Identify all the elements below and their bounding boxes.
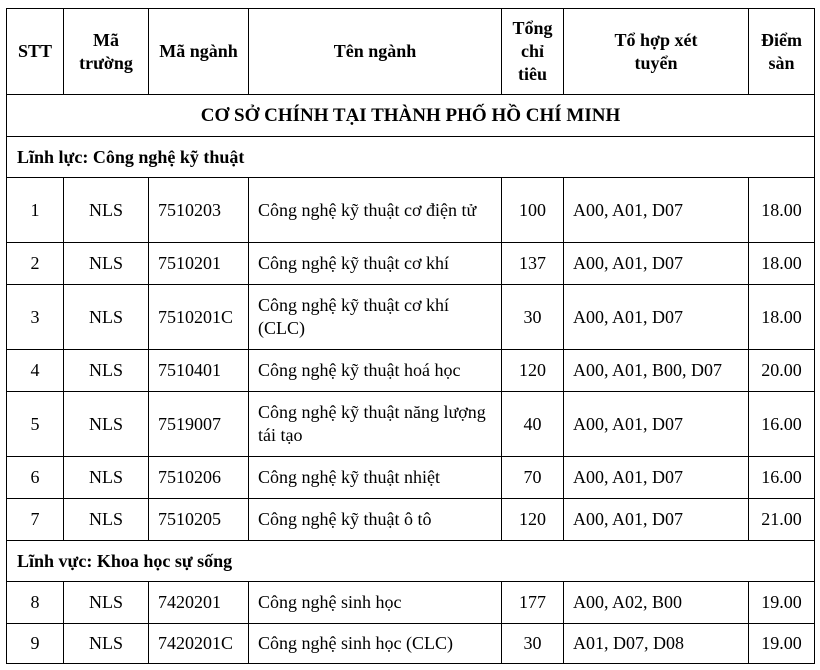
cell-ten-nganh: Công nghệ kỹ thuật cơ điện tử [249, 178, 502, 243]
cell-diem-san: 19.00 [749, 624, 815, 664]
cell-ten-nganh: Công nghệ kỹ thuật cơ khí (CLC) [249, 285, 502, 350]
table-row [7, 457, 815, 499]
cell-ten-nganh: Công nghệ sinh học (CLC) [249, 624, 502, 664]
cell-to-hop: A00, A01, D07 [564, 499, 749, 541]
cell-stt: 1 [7, 178, 64, 243]
cell-chi-tieu: 100 [502, 178, 564, 243]
cell-chi-tieu: 177 [502, 582, 564, 624]
header-row [7, 9, 815, 95]
cell-to-hop: A00, A01, D07 [564, 243, 749, 285]
table-row [7, 499, 815, 541]
cell-diem-san: 18.00 [749, 178, 815, 243]
section-row [7, 95, 815, 137]
cell-ma-truong: NLS [64, 178, 149, 243]
cell-stt: 2 [7, 243, 64, 285]
cell-ma-truong: NLS [64, 499, 149, 541]
cell-chi-tieu: 137 [502, 243, 564, 285]
cell-ten-nganh: Công nghệ kỹ thuật ô tô [249, 499, 502, 541]
cell-ma-nganh: 7510206 [149, 457, 249, 499]
cell-ten-nganh: Công nghệ kỹ thuật hoá học [249, 350, 502, 392]
cell-chi-tieu: 120 [502, 350, 564, 392]
cell-chi-tieu: 70 [502, 457, 564, 499]
group-label: Lĩnh vực: Khoa học sự sống [7, 541, 815, 582]
table-row [7, 285, 815, 350]
col-header-ma-nganh: Mã ngành [149, 9, 249, 95]
col-header-ma-truong: Mã trường [64, 9, 149, 95]
cell-stt: 9 [7, 624, 64, 664]
cell-ma-nganh: 7420201 [149, 582, 249, 624]
cell-to-hop: A00, A01, D07 [564, 457, 749, 499]
cell-chi-tieu: 40 [502, 392, 564, 457]
cell-diem-san: 16.00 [749, 392, 815, 457]
cell-stt: 4 [7, 350, 64, 392]
cell-ten-nganh: Công nghệ kỹ thuật năng lượng tái tạo [249, 392, 502, 457]
col-header-tong-chi-tieu: Tổng chỉ tiêu [502, 9, 564, 95]
col-header-ten-nganh: Tên ngành [249, 9, 502, 95]
cell-chi-tieu: 120 [502, 499, 564, 541]
cell-diem-san: 18.00 [749, 243, 815, 285]
col-header-diem-san: Điểm sàn [749, 9, 815, 95]
table-row [7, 582, 815, 624]
table-row [7, 624, 815, 664]
cell-stt: 8 [7, 582, 64, 624]
cell-ma-truong: NLS [64, 624, 149, 664]
cell-chi-tieu: 30 [502, 624, 564, 664]
table-row [7, 392, 815, 457]
cell-to-hop: A00, A01, D07 [564, 285, 749, 350]
cell-ma-nganh: 7510203 [149, 178, 249, 243]
group-label: Lĩnh lực: Công nghệ kỹ thuật [7, 137, 815, 178]
cell-ma-nganh: 7510201 [149, 243, 249, 285]
cell-ma-truong: NLS [64, 285, 149, 350]
cell-diem-san: 16.00 [749, 457, 815, 499]
admission-table [6, 8, 815, 664]
cell-ma-nganh: 7510205 [149, 499, 249, 541]
table-row [7, 178, 815, 243]
cell-ma-nganh: 7519007 [149, 392, 249, 457]
cell-ma-nganh: 7510401 [149, 350, 249, 392]
cell-to-hop: A00, A01, B00, D07 [564, 350, 749, 392]
cell-diem-san: 20.00 [749, 350, 815, 392]
cell-stt: 5 [7, 392, 64, 457]
cell-ma-nganh: 7510201C [149, 285, 249, 350]
cell-to-hop: A01, D07, D08 [564, 624, 749, 664]
cell-stt: 6 [7, 457, 64, 499]
group-row [7, 541, 815, 582]
cell-to-hop: A00, A01, D07 [564, 392, 749, 457]
cell-stt: 7 [7, 499, 64, 541]
table-row [7, 350, 815, 392]
cell-ma-nganh: 7420201C [149, 624, 249, 664]
cell-ma-truong: NLS [64, 243, 149, 285]
cell-ten-nganh: Công nghệ sinh học [249, 582, 502, 624]
col-header-to-hop: Tổ hợp xét tuyển [564, 9, 749, 95]
cell-to-hop: A00, A02, B00 [564, 582, 749, 624]
cell-ten-nganh: Công nghệ kỹ thuật nhiệt [249, 457, 502, 499]
cell-diem-san: 19.00 [749, 582, 815, 624]
col-header-stt: STT [7, 9, 64, 95]
cell-ma-truong: NLS [64, 582, 149, 624]
cell-ten-nganh: Công nghệ kỹ thuật cơ khí [249, 243, 502, 285]
cell-ma-truong: NLS [64, 457, 149, 499]
cell-stt: 3 [7, 285, 64, 350]
section-title: CƠ SỞ CHÍNH TẠI THÀNH PHỐ HỒ CHÍ MINH [7, 95, 815, 137]
group-row [7, 137, 815, 178]
cell-diem-san: 21.00 [749, 499, 815, 541]
table-row [7, 243, 815, 285]
cell-ma-truong: NLS [64, 350, 149, 392]
cell-ma-truong: NLS [64, 392, 149, 457]
cell-chi-tieu: 30 [502, 285, 564, 350]
cell-to-hop: A00, A01, D07 [564, 178, 749, 243]
cell-diem-san: 18.00 [749, 285, 815, 350]
